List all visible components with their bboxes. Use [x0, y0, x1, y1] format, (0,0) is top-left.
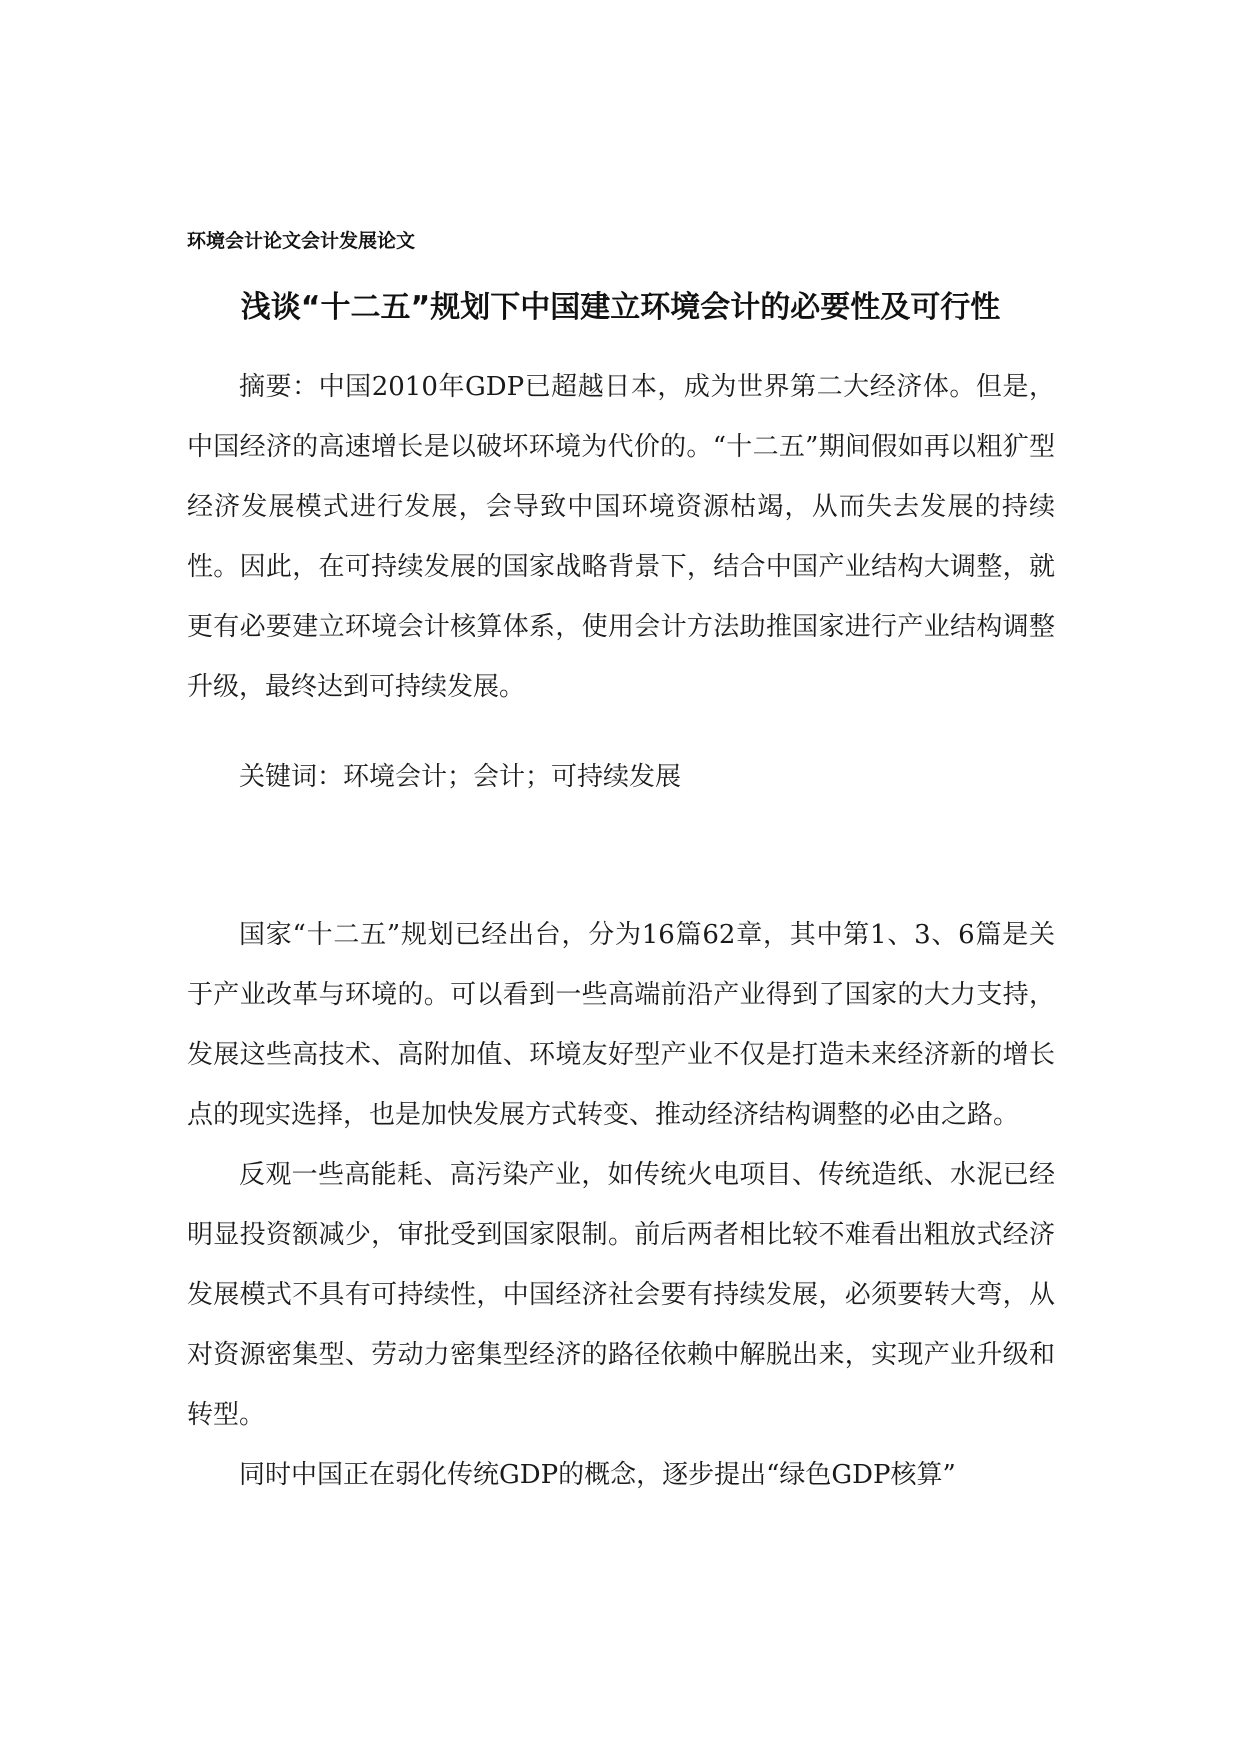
- document-title: 浅谈“十二五”规划下中国建立环境会计的必要性及可行性: [240, 290, 1001, 325]
- keywords-line: 关键词：环境会计；会计；可持续发展: [239, 762, 682, 792]
- body-paragraph: 国家“十二五”规划已经出台，分为16篇62章，其中第1、3、6篇是关于产业改革与环境的。可以看到一些高端前沿产业得到了国家的大力支持，发展这些高技术、高附加值、环境友好型产业不仅是打造未来经济新的增长点的现实选择，也是加快发展方式转变、推动经济结构调整的必由之路。: [187, 920, 1055, 1130]
- abstract-section: [187, 357, 1055, 717]
- body-section: [187, 905, 1055, 1505]
- body-paragraph: 同时中国正在弱化传统GDP的概念，逐步提出“绿色GDP核算”: [239, 1460, 956, 1490]
- abstract-paragraph: 摘要：中国2010年GDP已超越日本，成为世界第二大经济体。但是，中国经济的高速增长是以破坏环境为代价的。“十二五”期间假如再以粗犷型经济发展模式进行发展，会导致中国环境资源枯竭，从而失去发展的持续性。因此，在可持续发展的国家战略背景下，结合中国产业结构大调整，就更有必要建立环境会计核算体系，使用会计方法助推国家进行产业结构调整升级，最终达到可持续发展。: [187, 372, 1055, 702]
- document-category: 环境会计论文会计发展论文: [187, 230, 416, 252]
- body-paragraph: 反观一些高能耗、高污染产业，如传统火电项目、传统造纸、水泥已经明显投资额减少，审批受到国家限制。前后两者相比较不难看出粗放式经济发展模式不具有可持续性，中国经济社会要有持续发展，必须要转大弯，从对资源密集型、劳动力密集型经济的路径依赖中解脱出来，实现产业升级和转型。: [187, 1160, 1055, 1430]
